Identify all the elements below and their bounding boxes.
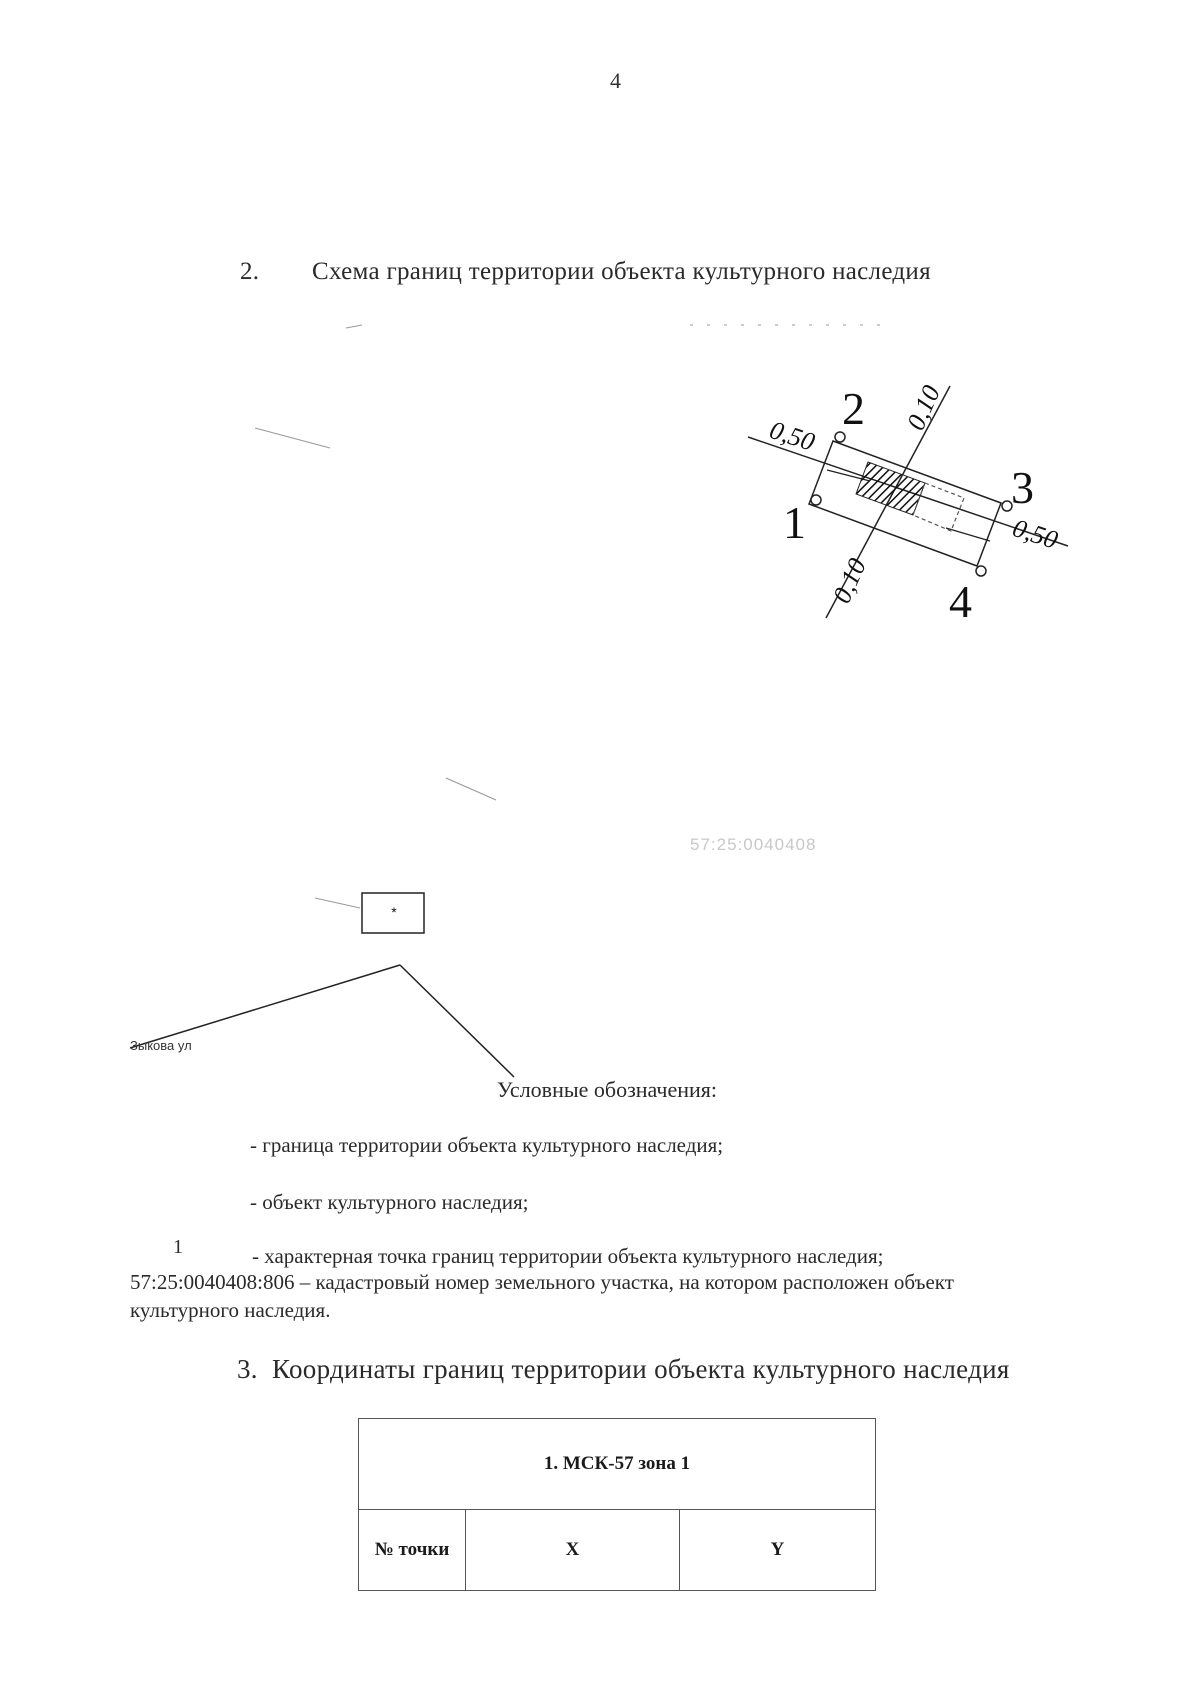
point-2-label: 2	[842, 383, 865, 434]
legend-title: Условные обозначения:	[497, 1077, 718, 1102]
dimension-label-upper-right: 0,10	[900, 381, 946, 435]
page-number: 4	[610, 68, 621, 93]
zone-cell: 1. МСК-57 зона 1	[359, 1419, 876, 1510]
section-2-title: Схема границ территории объекта культурного наследия	[312, 258, 931, 285]
cadastral-number-line-2: культурного наследия.	[130, 1298, 331, 1322]
street-label: Зыкова ул	[130, 1038, 192, 1053]
zone-row	[359, 1419, 876, 1510]
scan-noise-marks	[255, 325, 880, 908]
header-row	[359, 1510, 876, 1591]
dimension-label-upper-left: 0,50	[766, 415, 819, 457]
boundary-detail	[748, 381, 1068, 627]
point-1-label: 1	[783, 497, 806, 548]
cadastral-number-line-1: 57:25:0040408:806 – кадастровый номер земельного участка, на котором расположен объект	[130, 1270, 954, 1294]
faint-parcel-label	[690, 835, 816, 854]
dimension-label-lower-right: 0,50	[1009, 513, 1062, 555]
boundary-scheme-map	[0, 300, 1200, 1080]
legend-point-marker: 1	[173, 1236, 183, 1258]
faint-cadastral-label: 57:25:0040408	[690, 835, 817, 854]
section-3-title: Координаты границ территории объекта культурного наследия	[272, 1354, 1010, 1384]
legend-item-characteristic-point: - характерная точка границ территории объекта культурного наследия;	[252, 1244, 884, 1268]
column-header-y: Y	[680, 1510, 876, 1591]
point-3-label: 3	[1011, 462, 1034, 513]
legend-item-territory-boundary: - граница территории объекта культурного наследия;	[250, 1133, 724, 1157]
overview-map	[130, 893, 514, 1077]
legend-item-heritage-object: - объект культурного наследия;	[250, 1190, 529, 1214]
point-4-label: 4	[949, 576, 972, 627]
section-3-number: 3.	[237, 1354, 258, 1384]
column-header-x: X	[466, 1510, 680, 1591]
svg-text:*: *	[391, 904, 397, 920]
section-2-number: 2.	[240, 258, 260, 285]
coordinates-table	[358, 1418, 876, 1591]
dimension-label-lower-left: 0,10	[826, 554, 872, 608]
column-header-point-number: № точки	[359, 1510, 466, 1591]
